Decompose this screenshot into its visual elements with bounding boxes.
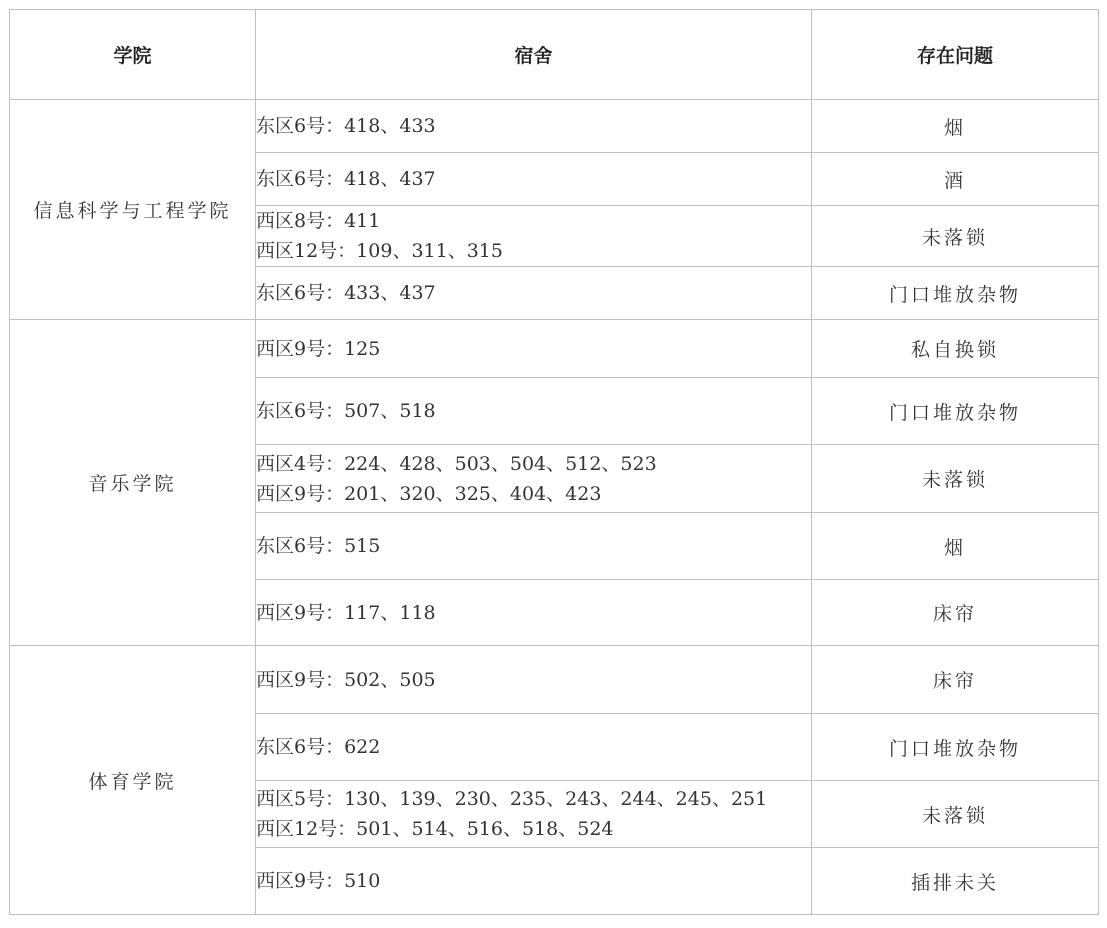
dorm-cell <box>256 378 812 445</box>
table-row <box>10 320 1099 378</box>
dorm-line: 西区9号：125 <box>256 337 381 360</box>
dorm-line: 东区6号：622 <box>256 736 381 758</box>
issue-cell: 门口堆放杂物 <box>812 378 1099 445</box>
issue-cell: 未落锁 <box>812 781 1099 848</box>
dorm-line: 西区5号：130、139、230、235、243、244、245、251 <box>256 788 768 810</box>
dorm-cell <box>256 646 812 714</box>
dorm-line: 西区4号：224、428、503、504、512、523 <box>256 452 657 475</box>
issue-cell: 床帘 <box>812 646 1099 714</box>
college-cell: 音乐学院 <box>10 320 256 646</box>
dorm-inspection-table <box>9 9 1099 915</box>
issue-cell: 酒 <box>812 153 1099 206</box>
dorm-line: 西区12号：501、514、516、518、524 <box>256 818 614 840</box>
dorm-cell <box>256 513 812 580</box>
dorm-line: 西区9号：117、118 <box>256 601 436 624</box>
dorm-line: 东区6号：418、437 <box>256 168 436 190</box>
dorm-line: 西区9号：510 <box>256 870 381 892</box>
dorm-cell <box>256 100 812 153</box>
dorm-line: 西区8号：411 <box>256 210 381 232</box>
issue-cell: 私自换锁 <box>812 320 1099 378</box>
table-row <box>10 100 1099 153</box>
header-row <box>10 10 1099 100</box>
issue-cell: 烟 <box>812 513 1099 580</box>
dorm-line: 西区12号：109、311、315 <box>256 240 503 262</box>
dorm-line: 东区6号：433、437 <box>256 282 436 304</box>
dorm-cell <box>256 848 812 915</box>
dorm-cell <box>256 781 812 848</box>
dorm-line: 西区9号：201、320、325、404、423 <box>256 482 602 505</box>
college-cell: 体育学院 <box>10 646 256 915</box>
dorm-line: 东区6号：418、433 <box>256 115 436 137</box>
dorm-cell <box>256 153 812 206</box>
header-dorm: 宿舍 <box>256 10 812 100</box>
dorm-cell <box>256 445 812 513</box>
dorm-cell <box>256 580 812 646</box>
dorm-line: 东区6号：507、518 <box>256 400 436 422</box>
issue-cell: 床帘 <box>812 580 1099 646</box>
issue-cell: 未落锁 <box>812 206 1099 267</box>
header-issue: 存在问题 <box>812 10 1099 100</box>
dorm-line: 东区6号：515 <box>256 535 381 557</box>
table-row <box>10 646 1099 714</box>
dorm-cell <box>256 206 812 267</box>
issue-cell: 未落锁 <box>812 445 1099 513</box>
issue-cell: 插排未关 <box>812 848 1099 915</box>
dorm-cell <box>256 320 812 378</box>
dorm-line: 西区9号：502、505 <box>256 668 436 691</box>
dorm-cell <box>256 267 812 320</box>
issue-cell: 门口堆放杂物 <box>812 714 1099 781</box>
header-college: 学院 <box>10 10 256 100</box>
issue-cell: 门口堆放杂物 <box>812 267 1099 320</box>
dorm-cell <box>256 714 812 781</box>
issue-cell: 烟 <box>812 100 1099 153</box>
college-cell: 信息科学与工程学院 <box>10 100 256 320</box>
